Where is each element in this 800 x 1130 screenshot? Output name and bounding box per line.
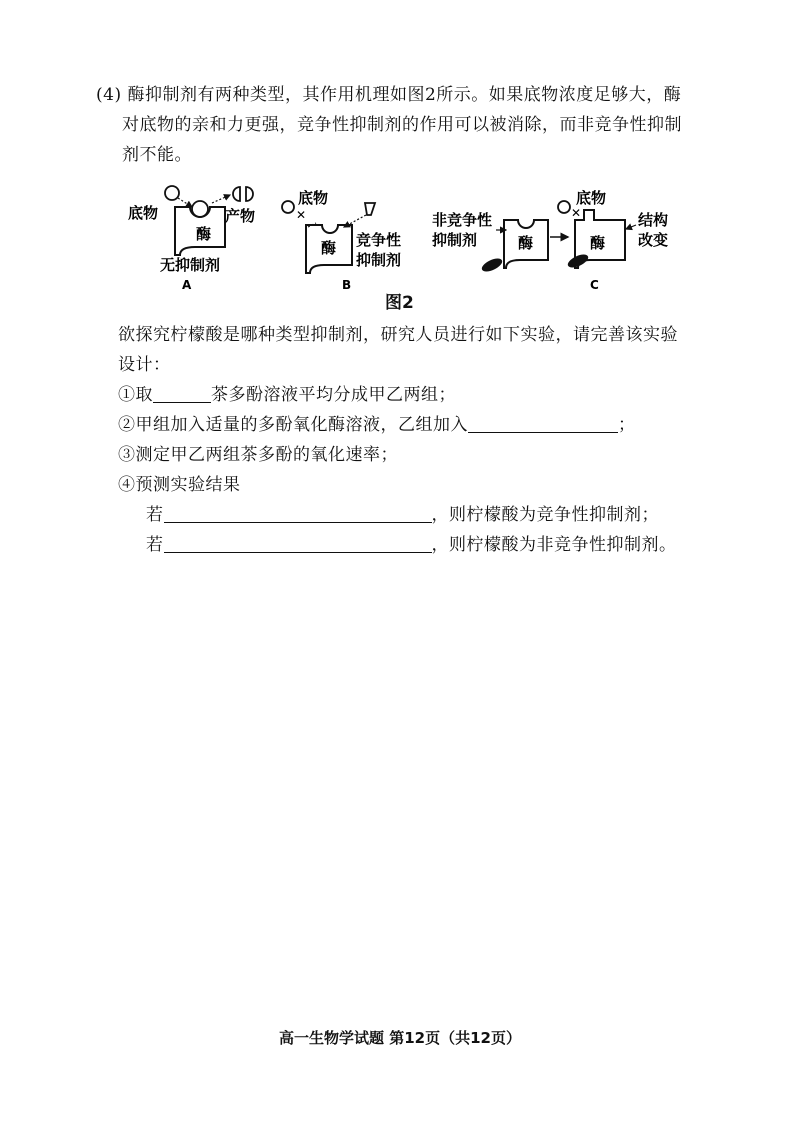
answer-blank-4[interactable]: [164, 534, 432, 553]
step-4: ④预测实验结果: [118, 475, 241, 495]
answer-blank-3[interactable]: [164, 504, 432, 523]
step-2-prefix: ②甲组加入适量的多酚氧化酶溶液，乙组加入: [118, 415, 468, 435]
label-enzyme-c1: 酶: [518, 234, 534, 252]
label-product-a: 产物: [225, 207, 256, 225]
question-line-2: 对底物的亲和力更强，竞争性抑制剂的作用可以被消除，而非竞争性抑制: [122, 115, 682, 135]
arrow-icon: [344, 215, 366, 227]
result-1-suffix: ，则柠檬酸为竞争性抑制剂；: [431, 505, 659, 525]
answer-blank-1[interactable]: [153, 384, 211, 403]
arrow-icon: [626, 225, 636, 229]
experiment-intro: [118, 320, 708, 380]
panel-letter-a: A: [182, 278, 192, 292]
question-line-3: 剂不能。: [122, 145, 192, 165]
label-structure-change-2: 改变: [638, 231, 669, 249]
result-1-prefix: 若: [146, 505, 164, 525]
blocked-x-icon: ✕: [571, 206, 582, 220]
figure-2-diagram: [120, 185, 680, 295]
label-competitive-2: 抑制剂: [356, 251, 402, 269]
panel-letter-b: B: [342, 278, 352, 292]
result-1: [146, 500, 736, 530]
panel-letter-c: C: [590, 278, 599, 292]
figure-caption: 图2: [385, 293, 414, 313]
result-2: [146, 530, 736, 560]
intro-line-1: 欲探究柠檬酸是哪种类型抑制剂，研究人员进行如下实验，请完善该实验: [118, 325, 678, 345]
substrate-circle-icon: [558, 201, 570, 213]
panel-c: [432, 189, 668, 292]
product-half-left-icon: [233, 187, 240, 201]
intro-line-2: 设计：: [118, 355, 171, 375]
substrate-circle-icon: [165, 186, 179, 200]
arrow-icon: [212, 195, 230, 203]
competitive-inhibitor-icon: [365, 203, 375, 215]
result-2-prefix: 若: [146, 535, 164, 555]
question-line-1: (4) 酶抑制剂有两种类型，其作用机理如图2所示。如果底物浓度足够大，酶: [96, 85, 682, 105]
label-substrate-a: 底物: [128, 204, 159, 222]
step-2: [118, 410, 708, 440]
panel-a: [128, 186, 255, 292]
blocked-x-icon: ✕: [296, 208, 307, 222]
label-substrate-c: 底物: [576, 189, 607, 207]
panel-b: [282, 189, 401, 292]
noncompetitive-inhibitor-icon: [480, 256, 504, 274]
answer-blank-2[interactable]: [468, 414, 618, 433]
step-1: [118, 380, 708, 410]
arrow-icon: [178, 198, 192, 207]
step-1-suffix: 茶多酚溶液平均分成甲乙两组；: [211, 385, 456, 405]
label-enzyme-b: 酶: [321, 239, 337, 257]
label-no-inhibitor: 无抑制剂: [160, 256, 221, 274]
label-noncompetitive-1: 非竞争性: [432, 211, 493, 229]
page-footer: 高一生物学试题 第12页（共12页）: [279, 1029, 521, 1047]
question-paragraph: [96, 80, 696, 170]
step-1-prefix: ①取: [118, 385, 153, 405]
step-2-suffix: ；: [618, 415, 636, 435]
label-structure-change-1: 结构: [638, 211, 669, 229]
label-enzyme-a: 酶: [196, 225, 212, 243]
label-enzyme-c2: 酶: [590, 234, 606, 252]
step-3: ③测定甲乙两组茶多酚的氧化速率；: [118, 445, 398, 465]
bound-substrate-icon: [192, 201, 208, 217]
label-noncompetitive-2: 抑制剂: [432, 231, 478, 249]
label-substrate-b: 底物: [298, 189, 329, 207]
result-2-suffix: ，则柠檬酸为非竞争性抑制剂。: [431, 535, 677, 555]
product-half-right-icon: [246, 187, 253, 201]
substrate-circle-icon: [282, 201, 294, 213]
label-competitive-1: 竞争性: [356, 231, 402, 249]
